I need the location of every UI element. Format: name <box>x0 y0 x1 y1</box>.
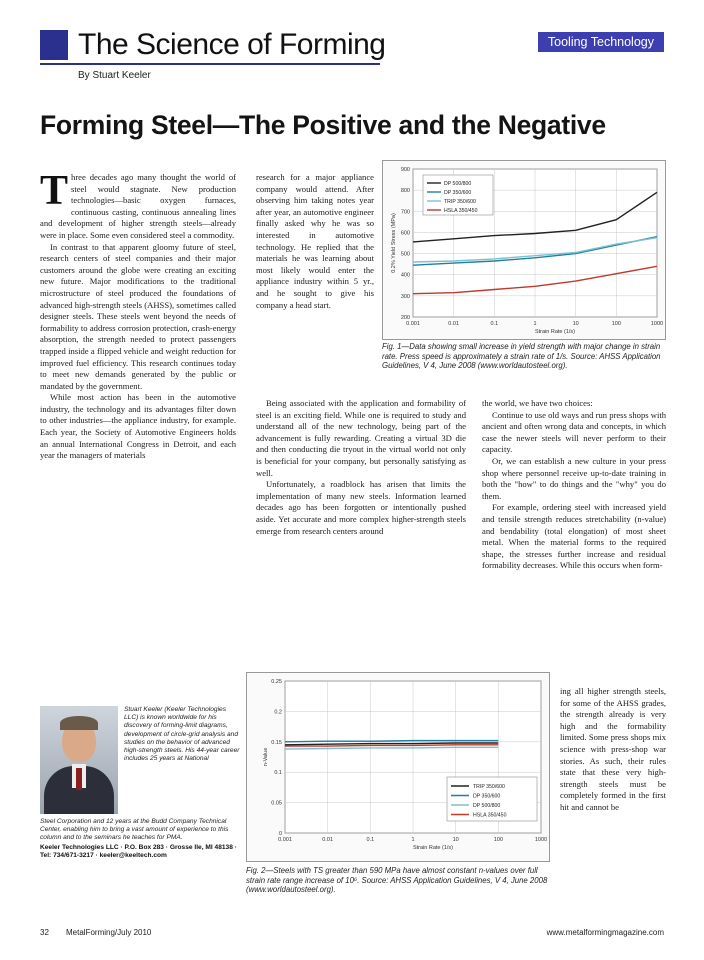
y-tick-label: 600 <box>400 230 410 237</box>
x-tick-label: 0.01 <box>322 837 334 843</box>
publication-url: www.metalformingmagazine.com <box>546 928 664 937</box>
x-axis-label: Strain Rate (1/s) <box>412 845 454 851</box>
y-tick-label: 500 <box>400 251 410 258</box>
x-tick-label: 10 <box>452 837 459 843</box>
paragraph: Or, we can establish a new culture in your press shop where personnel receive up-to-date training in both the "how" to do things and the "why" you do them. <box>482 455 666 501</box>
x-tick-label: 0.1 <box>366 837 375 843</box>
x-tick-label: 0.01 <box>448 321 460 327</box>
x-tick-label: 10 <box>572 321 579 327</box>
figure-2 <box>246 672 550 862</box>
legend-entry: HSLA 350/450 <box>444 208 478 214</box>
figure-2-caption: Fig. 2—Steels with TS greater than 590 MPa have almost constant n-values over full strain rate range increase of 10⁶. Source: AHSS Application Guidelines, V 4, June 2008 (www.worldautosteel.org). <box>246 866 548 895</box>
y-tick-label: 700 <box>400 209 410 216</box>
legend <box>423 175 493 215</box>
article-column-2 <box>256 398 466 537</box>
y-tick-label: 200 <box>400 315 410 321</box>
article-column-3-bottom <box>560 686 666 814</box>
y-tick-label: 0.2 <box>274 709 282 716</box>
y-axis-label: 0.2% Yield Stress (MPa) <box>391 213 397 273</box>
y-tick-label: 900 <box>400 167 410 173</box>
article-column-2-top <box>256 172 374 311</box>
paragraph: For example, ordering steel with increased yield and tensile strength reduces stretchability (n-value) and bendability (total elongation) of most sheet metal. When the material forms to the required shape, the stresses further increase and residual formability decreases. While this occurs when form- <box>482 502 666 571</box>
paragraph: Being associated with the application and formability of steel is an exciting field. While one is required to study and understand all of the new technology, being part of the advancement is fully rewarding. Creating a virtual 3D die and then conducting die tryout in the virtual world not only is beneficial for your company, but personally satisfying as well. <box>256 398 466 478</box>
publication-issue: MetalForming/July 2010 <box>66 928 152 937</box>
bio-text-continued: Steel Corporation and 12 years at the Budd Company Technical Center, enabling him to bring a vast amount of experience to this column and to the seminars he teaches for PMA. <box>40 818 229 842</box>
x-axis-label: Strain Rate (1/s) <box>534 329 576 335</box>
paragraph: Continue to use old ways and run press shops with ancient and often wrong data and concepts, in which case the newer steels will never perform to their capacity. <box>482 409 667 455</box>
section-tag: Tooling Technology <box>538 32 664 52</box>
paragraph: In contrast to that apparent gloomy future of steel, research centers of steel companies and their major customers around the globe were creating an exciting new future. Major modifications to the traditional microstructure of steel produced the foundations of advanced high-strength steels (AHSS), sometimes called designer steels. These steels went beyond the needs of formability to address corrosion protection, crash-energy absorption, the strength needed to protect passengers trapped inside a flipped vehicle and weight reduction for improved fuel efficiency. This research continues today to meet new demands generated by the public or mandated by the government. <box>40 241 236 391</box>
figure-1-caption: Fig. 1—Data showing small increase in yield strength with major change in strain rate. Press speed is approximately a strain rate of 1/s. Source: AHSS Application Guidelines, V 4, June 2008 (www.worldautosteel.org). <box>382 342 661 371</box>
y-tick-label: 0 <box>278 831 282 837</box>
dropcap: T <box>40 168 69 214</box>
bio-contact: Keeler Technologies LLC · P.O. Box 283 · Grosse Ile, MI 48138 · Tel: 734/671-3217 · keeler@keeltech.com <box>40 844 237 860</box>
legend-entry: DP 350/600 <box>473 793 501 800</box>
legend <box>447 777 537 821</box>
x-tick-label: 100 <box>611 321 621 327</box>
y-tick-label: 0.25 <box>271 679 282 685</box>
article-column-1 <box>40 168 236 462</box>
x-tick-label: 0.001 <box>278 837 292 843</box>
header-accent-block <box>40 30 68 60</box>
paragraph: Unfortunately, a roadblock has arisen that limits the implementation of many new steels. Information learned decades ago has been forgotten or intentionally pushed aside. Yet accurate and more complex higher-strength steels emerge from research centers around <box>256 479 466 536</box>
article-headline: Forming Steel—The Positive and the Negative <box>40 110 606 140</box>
paragraph-text: hree decades ago many thought the world of steel would stagnate. New production technologies—basic oxygen furnaces, continuous casting, continuous annealing lines and development of higher strength steels—already were in place. Some even considered steel a commodity. <box>40 172 236 240</box>
x-tick-label: 1 <box>411 837 415 843</box>
bio-text: Stuart Keeler (Keeler Technologies LLC) is known worldwide for his discovery of forming-limit diagrams, development of circle-grid analysis and studies on the behavior of advanced high-strength steels. His 44-year career includes 25 years at National <box>124 706 240 763</box>
article-column-3 <box>482 398 666 572</box>
x-tick-label: 0.001 <box>406 321 420 327</box>
paragraph: research for a major appliance company would attend. After observing him taking notes year after year, an automotive engineer finally asked why he was so interested in automotive technology. He replied that the materials he was learning about most likely would enter the appliance industry within 5 yr., and he sought to give his company a head start. <box>256 172 374 310</box>
y-tick-label: 800 <box>400 188 410 195</box>
figure-1 <box>382 160 666 340</box>
y-tick-label: 400 <box>400 272 410 279</box>
x-tick-label: 100 <box>493 837 503 843</box>
column-header <box>40 30 664 62</box>
page-number: 32 <box>40 928 49 937</box>
byline: By Stuart Keeler <box>78 70 151 81</box>
x-tick-label: 1000 <box>534 837 548 843</box>
y-tick-label: 0.1 <box>274 770 282 777</box>
paragraph: ing all higher strength steels, for some of the AHSS grades, the strength already is very high and the formability limited. Some press shops mix science with press-shop war stories. As such, their rules state that these very high-strength steels must be completely formed in the first hit and cannot be <box>560 686 666 812</box>
paragraph: While most action has been in the automotive industry, the technology and its advantages filter down to other industries—the appliance industry, for example. Each year, the Society of Automotive Engineers holds an annual International Congress in Detroit, and each year the managers of materials <box>40 392 236 461</box>
legend-entry: DP 350/600 <box>444 190 472 196</box>
header-rule <box>40 63 380 65</box>
x-tick-label: 1 <box>533 321 537 327</box>
paragraph: the world, we have two choices: <box>482 398 593 408</box>
y-tick-label: 300 <box>400 293 410 300</box>
legend-entry: DP 500/800 <box>444 181 472 187</box>
y-tick-label: 0.15 <box>271 739 282 746</box>
figure-2-chart <box>247 673 551 863</box>
legend-entry: HSLA 350/450 <box>473 812 507 819</box>
x-tick-label: 1000 <box>650 321 664 327</box>
figure-1-chart <box>383 161 667 341</box>
author-bio <box>40 706 240 866</box>
y-tick-label: 0.05 <box>271 800 282 807</box>
paragraph <box>40 168 236 242</box>
legend-entry: DP 500/800 <box>473 803 501 809</box>
x-tick-label: 0.1 <box>490 321 499 327</box>
legend-entry: TRIP 350/600 <box>444 199 476 205</box>
column-title: The Science of Forming <box>78 28 386 61</box>
author-photo <box>40 706 118 814</box>
y-axis-label: n-Value <box>263 747 269 767</box>
legend-entry: TRIP 350/600 <box>473 784 505 790</box>
